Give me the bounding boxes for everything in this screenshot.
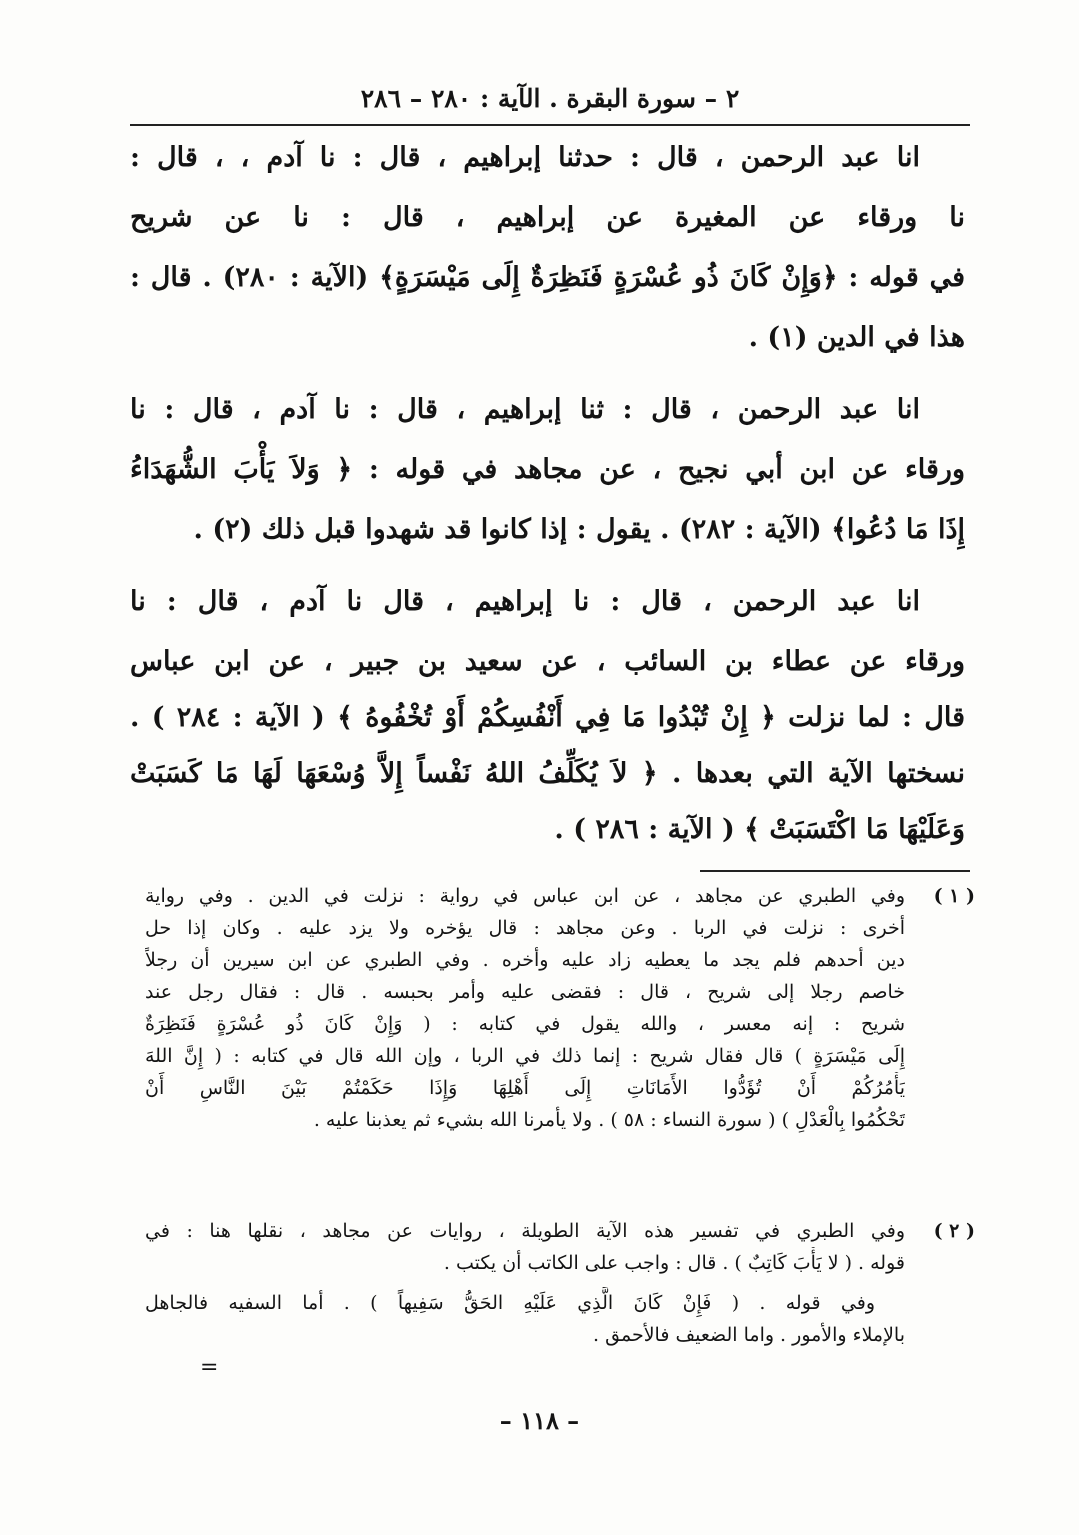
footnote-separator	[700, 870, 970, 872]
footnote-line: يَأْمُرُكُمْ أَنْ تُؤَدُّوا الأَمَانَاتِ إِلَى أَهْلِهَا وَإِذَا حَكَمْتُمْ بَيْنَ النَّاسِ أَنْ	[145, 1077, 905, 1099]
running-header: ٢ – سورة البقرة . الآية : ٢٨٠ – ٢٨٦	[360, 84, 740, 113]
text-line: نسختها الآية التي بعدها . ﴿ لاَ يُكَلِّفُ اللهُ نَفْساً إِلاَّ وُسْعَهَا لَهَا مَا كَسَبَتْ	[130, 758, 965, 789]
text-line: في قوله : ﴿وَإِنْ كَانَ ذُو عُسْرَةٍ فَنَظِرَةٌ إِلَى مَيْسَرَةٍ﴾ (الآية : ٢٨٠) . قال :	[130, 262, 965, 293]
text-line: نا ورقاء عن المغيرة عن إبراهيم ، قال : نا عن شريح	[130, 202, 965, 233]
text-line: انا عبد الرحمن ، قال : نا إبراهيم ، قال نا آدم ، قال : نا	[130, 586, 920, 617]
footnote-line: شريح : إنه معسر ، والله يقول في كتابه : ( وَإِنْ كَانَ ذُو عُسْرَةٍ فَنَظِرَةٌ	[145, 1013, 905, 1035]
footnote-line: إِلَى مَيْسَرَةٍ ) قال فقال شريح : إنما ذلك في الربا ، وإن الله قال في كتابه : ( إِنَّ اللهَ	[145, 1045, 905, 1067]
footnote-line: قوله . ( لا يَأْبَ كَاتِبٌ ) . قال : واجب على الكاتب أن يكتب .	[443, 1252, 905, 1274]
footnote-line: وفي قوله . ( فَإِنْ كَانَ الَّذِي عَلَيْهِ الحَقُّ سَفِيهاً ) . أما السفيه فالجاهل	[145, 1292, 875, 1314]
continuation-mark: =	[200, 1355, 219, 1380]
footnote-line: تَحْكُمُوا بِالْعَدْلِ ) ( سورة النساء : ٥٨ ) . ولا يأمرنا الله بشيء ثم يعذبنا عليه .	[313, 1109, 905, 1131]
footnote-line: خاصم رجلا إلى شريح ، قال : فقضى عليه وأمر بحبسه . قال : فقال رجل عند	[145, 981, 905, 1003]
footnote-number: ( ٢ )	[933, 1220, 975, 1242]
footnote-line: وفي الطبري في تفسير هذه الآية الطويلة ، روايات عن مجاهد ، نقلها هنا : في	[145, 1220, 905, 1242]
text-line: انا عبد الرحمن ، قال : حدثنا إبراهيم ، قال : نا آدم ، ، قال :	[130, 142, 920, 173]
footnote-line: بالإملاء والأمور . واما الضعيف فالأحمق .	[593, 1324, 905, 1346]
footnote-line: دين أحدهم فلم يجد ما يعطيه زاد عليه وأخره . وفي الطبري عن ابن سيرين أن رجلاً	[145, 949, 905, 971]
text-line: وَعَلَيْهَا مَا اكْتَسَبَتْ ﴾ ( الآية : ٢٨٦ ) .	[554, 814, 965, 845]
text-line: ورقاء عن عطاء بن السائب ، عن سعيد بن جبير ، عن ابن عباس	[130, 646, 965, 677]
footnote-line: وفي الطبري عن مجاهد ، عن ابن عباس في رواية : نزلت في الدين . وفي رواية	[145, 885, 905, 907]
header-rule	[130, 124, 970, 126]
footnote-line: أخرى : نزلت في الربا . وعن مجاهد : قال يؤخره ولا يزد عليه . وكان إذا حل	[145, 917, 905, 939]
text-line: إِذَا مَا دُعُوا﴾ (الآية : ٢٨٢) . يقول : إذا كانوا قد شهدوا قبل ذلك (٢) .	[193, 514, 965, 545]
text-line: قال : لما نزلت ﴿ إِنْ تُبْدُوا مَا فِي أَنْفُسِكُمْ أَوْ تُخْفُوهُ ﴾ ( الآية : ٢٨٤ ) .	[130, 702, 965, 733]
text-line: ورقاء عن ابن أبي نجيح ، عن مجاهد في قوله : ﴿ وَلاَ يَأْبَ الشُّهَدَاءُ	[130, 454, 965, 485]
text-line: انا عبد الرحمن ، قال : ثنا إبراهيم ، قال : نا آدم ، قال : نا	[130, 394, 920, 425]
footnote-number: ( ١ )	[933, 885, 975, 907]
page-number: – ١١٨ –	[499, 1406, 580, 1435]
text-line: هذا في الدين (١) .	[748, 322, 965, 353]
